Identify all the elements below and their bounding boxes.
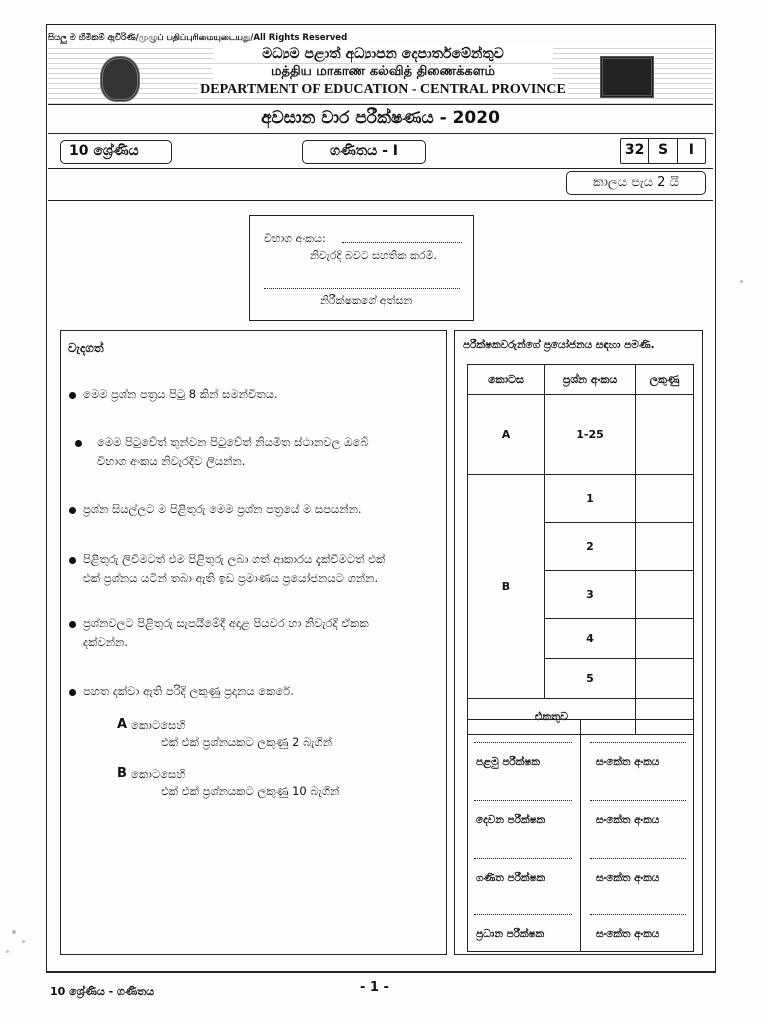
bullet-icon [75, 440, 82, 447]
code-part: I [688, 142, 694, 158]
signature-field[interactable] [264, 288, 460, 289]
examiner-role: දෙවන පරීක්ෂක [476, 814, 546, 826]
marks-cell[interactable] [636, 475, 694, 523]
header-marks: ලකුණු [636, 365, 694, 395]
divider [48, 133, 713, 134]
table-header-row [468, 365, 694, 395]
code-number-field[interactable] [590, 858, 686, 859]
examiner-sign-field[interactable] [474, 914, 572, 915]
exam-title: අවසාන වාර පරීක්ෂණය - 2020 [261, 108, 500, 128]
question-number: 5 [545, 659, 636, 699]
instruction-item: දක්වන්න. [83, 635, 129, 649]
header-part: කොටස [468, 365, 545, 395]
code-number-field[interactable] [590, 914, 686, 915]
paper-code [620, 138, 706, 164]
code-letter: S [649, 139, 677, 163]
examiner-role: ගණිත පරීක්ෂක [476, 872, 546, 884]
emblem-right-icon [600, 56, 654, 98]
examiner-role: ප්‍රධාන පරීක්ෂක [476, 928, 545, 940]
dept-tamil: மத்திய மாகாண கல்வித் திணைக்களம் [213, 64, 553, 80]
marks-panel-title: පරීක්ෂකවරුන්ගේ ප්‍රයෝජනය සඳහා පමණි. [463, 339, 655, 351]
divider [48, 168, 713, 169]
bullet-icon [69, 621, 76, 628]
index-number-box [249, 215, 474, 321]
instruction-item: ප්‍රශ්නවලට පිළිතුරු සැපයීමේදී අදාළ පියවර හා නිවැරදි ඒකක [83, 616, 369, 630]
bullet-icon [69, 689, 76, 696]
examiner-code-label: සංකේත අංකය [596, 814, 660, 826]
grade-box: 10 ශ්‍රේණිය [60, 140, 172, 164]
code-number-field[interactable] [590, 800, 686, 801]
examiner-role: පළමු පරීක්ෂක [476, 756, 540, 768]
examiner-panel [454, 330, 703, 955]
table-row [468, 395, 694, 475]
scan-speck [740, 280, 743, 283]
instructions-title: වැදගත් [68, 341, 104, 355]
examiner-code-label: සංකේත අංකය [596, 928, 660, 940]
question-number: 2 [545, 523, 636, 571]
instruction-item: මෙම පිටුවේත් තුන්වන පිටුවේත් නියමිත ස්ථානවල ඔබේ [97, 435, 369, 449]
instruction-item: පහත දක්වා ඇති පරිදි ලකුණු ප්‍රදානය කෙරේ. [83, 684, 294, 698]
grid-divider [580, 720, 581, 951]
scan-speck [6, 950, 9, 953]
dept-sinhala: මධ්‍යම පළාත් අධ්‍යාපන දෙපාර්තමේන්තුව [213, 46, 553, 62]
bullet-icon [69, 507, 76, 514]
part-b-letter: B [117, 766, 127, 781]
question-number: 3 [545, 571, 636, 619]
time-box: කාලය පැය 2 යි [566, 171, 706, 195]
part-b-label: කොටසෙහි [131, 767, 186, 781]
marks-cell[interactable] [636, 659, 694, 699]
part-b-cell: B [468, 475, 545, 699]
examiner-sign-field[interactable] [474, 858, 572, 859]
total-label: එකතුව [468, 699, 636, 735]
examiner-sign-field[interactable] [474, 800, 572, 801]
question-number: 1 [545, 475, 636, 523]
part-a-letter: A [117, 717, 128, 732]
footer-subject: 10 ශ්‍රේණිය - ගණිතය [50, 985, 155, 998]
examiner-code-label: සංකේත අංකය [596, 872, 660, 884]
part-a-label: කොටසෙහි [131, 718, 186, 732]
code-number-field[interactable] [590, 742, 686, 743]
examiner-grid [467, 719, 694, 952]
marks-cell[interactable] [636, 523, 694, 571]
examiner-code-label: සංකේත අංකය [596, 756, 660, 768]
page-number: - 1 - [360, 980, 389, 995]
marks-cell[interactable] [636, 619, 694, 659]
table-row [468, 475, 694, 523]
part-a-cell: A [468, 395, 545, 475]
footer-divider [46, 972, 716, 973]
divider [48, 104, 713, 105]
marks-table [467, 364, 694, 735]
examiner-sign-field[interactable] [474, 742, 572, 743]
instruction-item: විභාග අංකය නිවැරදිව ලියන්න. [97, 454, 246, 468]
divider [48, 200, 713, 201]
index-label: විභාග අංකය: [264, 232, 326, 245]
part-b-marks: එක් එක් ප්‍රශ්නයකට ලකුණු 10 බැගින් [161, 784, 340, 798]
bullet-icon [69, 392, 76, 399]
bullet-icon [69, 557, 76, 564]
question-number: 4 [545, 619, 636, 659]
marks-cell[interactable] [636, 571, 694, 619]
part-a-marks: එක් එක් ප්‍රශ්නයකට ලකුණු 2 බැගින් [161, 735, 333, 749]
scan-speck [12, 930, 16, 934]
header-question: ප්‍රශ්න අංකය [545, 365, 636, 395]
rights-reserved: සියලු ම හිමිකම් ඇවිරිණි/முழுப் பதிப்புரிமையுடையது/All Rights Reserved [48, 33, 348, 43]
instruction-item: එක් ප්‍රශ්නය යටින් තබා ඇති ඉඩ ප්‍රමාණය ප්‍රයෝජනයට ගන්න. [83, 571, 379, 585]
department-banner [48, 44, 713, 104]
instruction-item: මෙම ප්‍රශ්න පත්‍රය පිටු 8 කින් සමන්විතය. [83, 387, 278, 401]
scan-speck [22, 940, 25, 943]
marks-cell[interactable] [636, 395, 694, 475]
signature-label: නිරීක්ෂකගේ අත්සන [320, 294, 413, 307]
instructions-box [60, 330, 447, 955]
instruction-item: පිළිතුරු ලිවීමටත් එම පිළිතුරු ලබා ගත් ආකාරය දැක්වීමටත් එක් [83, 552, 386, 566]
part-a-questions: 1-25 [545, 395, 636, 475]
certify-text: නිවැරදි බවට සහතික කරමි. [310, 249, 438, 262]
subject-box: ගණිතය - I [302, 140, 426, 164]
index-number-field[interactable] [342, 242, 462, 243]
instruction-item: ප්‍රශ්න සියල්ලට ම පිළිතුරු මෙම ප්‍රශ්න පත්‍රයේ ම සපයන්න. [83, 502, 362, 516]
emblem-left-icon [100, 56, 140, 102]
dept-english: DEPARTMENT OF EDUCATION - CENTRAL PROVINCE [198, 82, 568, 98]
code-number: 32 [621, 139, 649, 163]
